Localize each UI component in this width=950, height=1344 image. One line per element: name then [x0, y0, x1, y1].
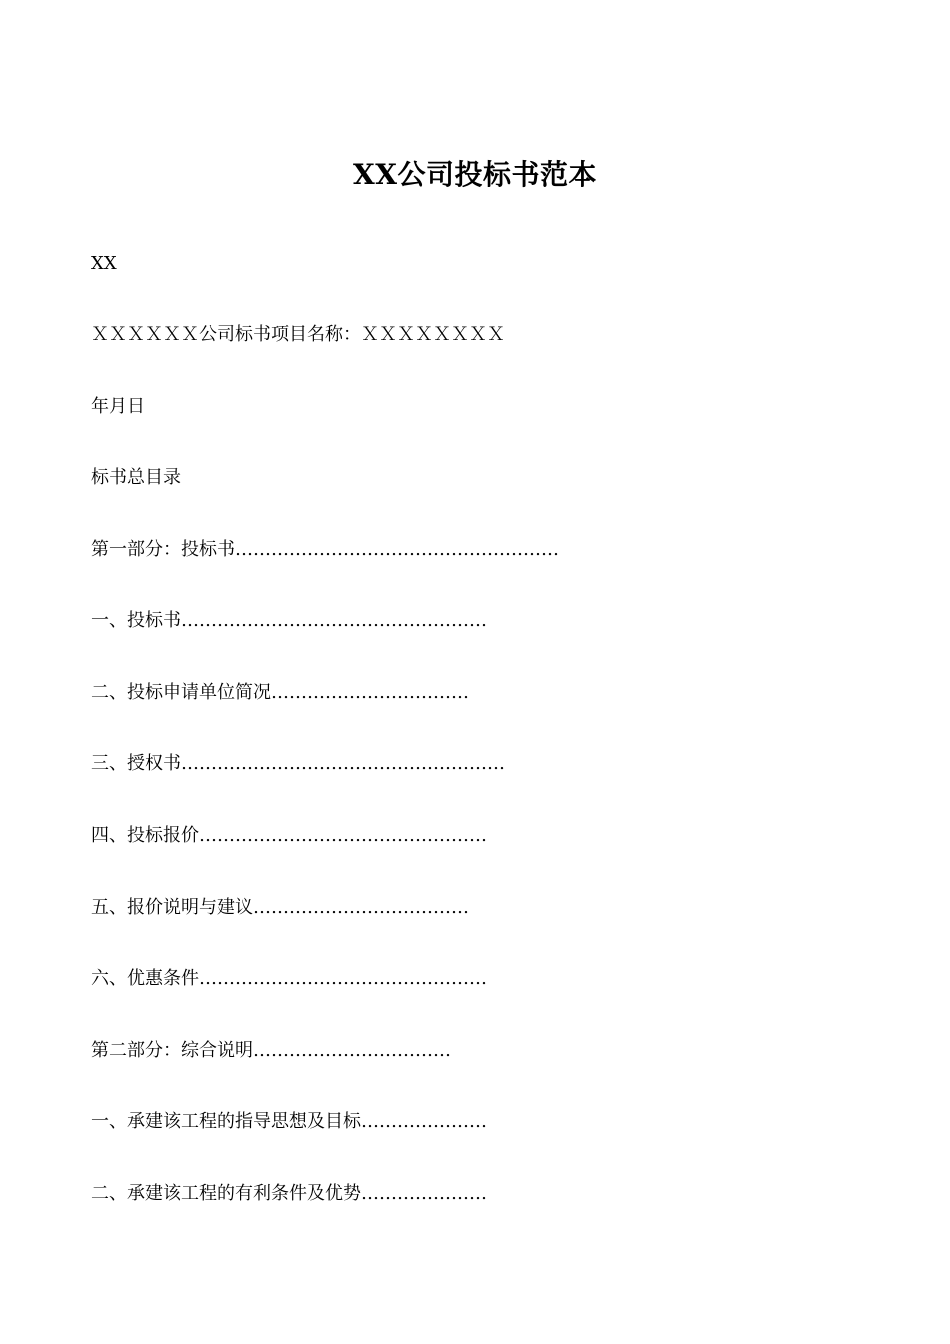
toc-entry: 四、投标报价………………………………………… — [91, 825, 487, 846]
toc-entry: 一、承建该工程的指导思想及目标………………… — [91, 1111, 487, 1132]
project-name-line: ＸＸＸＸＸＸ公司标书项目名称：ＸＸＸＸＸＸＸＸ — [91, 324, 505, 345]
toc-entry: 五、报价说明与建议……………………………… — [91, 897, 469, 918]
toc-entry-part-2: 第二部分：综合说明…………………………… — [91, 1040, 451, 1061]
toc-entry: 三、授权书……………………………………………… — [91, 753, 505, 774]
date-line: 年月日 — [91, 396, 145, 417]
toc-heading: 标书总目录 — [91, 467, 181, 488]
toc-entry: 六、优惠条件………………………………………… — [91, 968, 487, 989]
toc-entry-part-1: 第一部分：投标书……………………………………………… — [91, 539, 559, 560]
document-title: XX公司投标书范本 — [353, 158, 597, 191]
company-abbreviation: XX — [91, 253, 117, 274]
toc-entry: 二、投标申请单位简况…………………………… — [91, 682, 469, 703]
toc-entry: 二、承建该工程的有利条件及优势………………… — [91, 1183, 487, 1204]
toc-entry: 一、投标书…………………………………………… — [91, 610, 487, 631]
